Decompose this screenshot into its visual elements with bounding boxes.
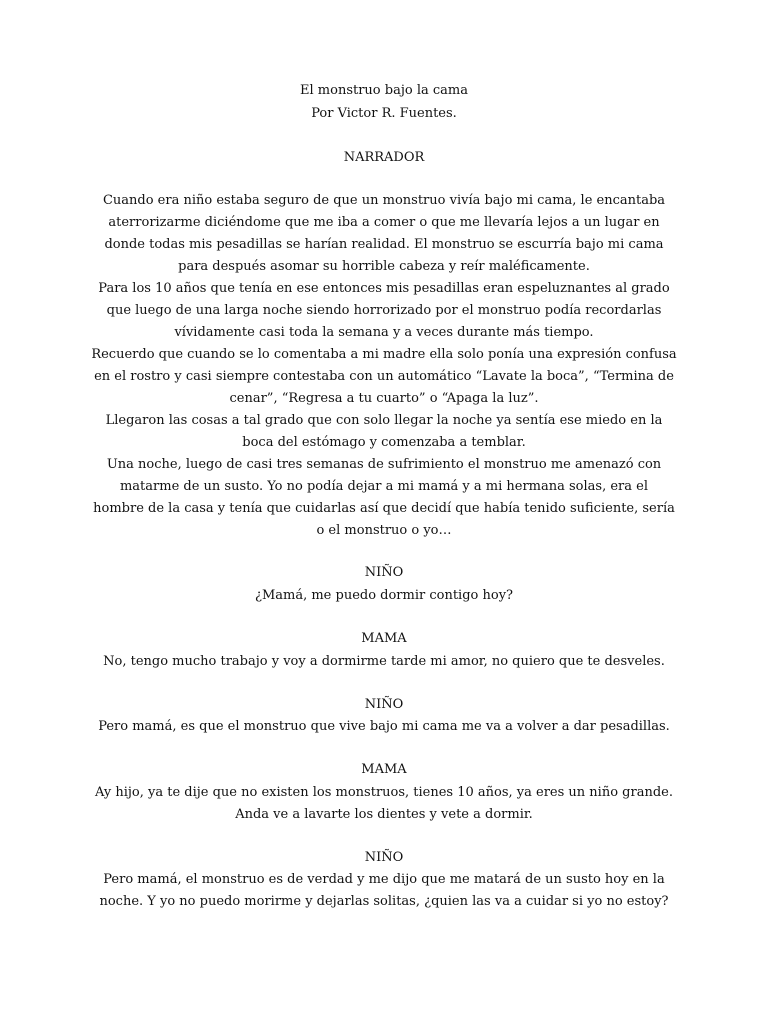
speaker-mama: MAMA xyxy=(361,762,407,777)
narration-line: donde todas mis pesadillas se harían realidad. El monstruo se escurría bajo mi cama xyxy=(104,237,664,252)
document-title: El monstruo bajo la cama xyxy=(300,83,468,98)
narration-line: para después asomar su horrible cabeza y reír maléficamente. xyxy=(178,259,590,274)
dialogue-line: Pero mamá, el monstruo es de verdad y me dijo que me matará de un susto hoy en la xyxy=(103,872,665,887)
narration-line: aterrorizarme diciéndome que me iba a comer o que me llevaría lejos a un lugar en xyxy=(108,215,660,230)
speaker-mama: MAMA xyxy=(361,631,407,646)
speaker-narrador: NARRADOR xyxy=(343,150,425,165)
narration-line: cenar”, “Regresa a tu cuarto” o “Apaga la luz”. xyxy=(229,391,539,406)
speaker-nino: NIÑO xyxy=(364,697,404,712)
narration-line: o el monstruo o yo… xyxy=(316,523,452,538)
narration-line: Cuando era niño estaba seguro de que un monstruo vivía bajo mi cama, le encantaba xyxy=(102,193,666,208)
dialogue-line: No, tengo mucho trabajo y voy a dormirme tarde mi amor, no quiero que te desveles. xyxy=(103,654,665,669)
narration-line: en el rostro y casi siempre contestaba con un automático “Lavate la boca”, “Termina de xyxy=(94,369,674,384)
narration-line: Llegaron las cosas a tal grado que con solo llegar la noche ya sentía ese miedo en la xyxy=(105,413,663,428)
narration-line: hombre de la casa y tenía que cuidarlas así que decidí que había tenido suficiente, sería xyxy=(93,501,675,516)
narration-line: que luego de una larga noche siendo horrorizado por el monstruo podía recordarlas xyxy=(106,303,662,318)
narration-line: vívidamente casi toda la semana y a veces durante más tiempo. xyxy=(174,325,594,340)
narration-line: Recuerdo que cuando se lo comentaba a mi madre ella solo ponía una expresión confusa xyxy=(91,347,677,362)
dialogue-line: Ay hijo, ya te dije que no existen los monstruos, tienes 10 años, ya eres un niño grande. xyxy=(95,785,673,800)
narration-line: boca del estómago y comenzaba a temblar. xyxy=(242,435,526,450)
speaker-nino: NIÑO xyxy=(364,850,404,865)
document-author: Por Victor R. Fuentes. xyxy=(311,106,457,121)
narration-line: Para los 10 años que tenía en ese entonces mis pesadillas eran espeluznantes al grado xyxy=(98,281,670,296)
dialogue-line: Pero mamá, es que el monstruo que vive bajo mi cama me va a volver a dar pesadillas. xyxy=(98,719,670,734)
dialogue-line: ¿Mamá, me puedo dormir contigo hoy? xyxy=(254,588,514,603)
dialogue-line: Anda ve a lavarte los dientes y vete a dormir. xyxy=(235,807,533,822)
speaker-nino: NIÑO xyxy=(364,565,404,580)
dialogue-line: noche. Y yo no puedo morirme y dejarlas solitas, ¿quien las va a cuidar si yo no estoy? xyxy=(99,894,669,909)
narration-line: matarme de un susto. Yo no podía dejar a mi mamá y a mi hermana solas, era el xyxy=(119,479,648,494)
narration-line: Una noche, luego de casi tres semanas de sufrimiento el monstruo me amenazó con xyxy=(106,457,662,472)
